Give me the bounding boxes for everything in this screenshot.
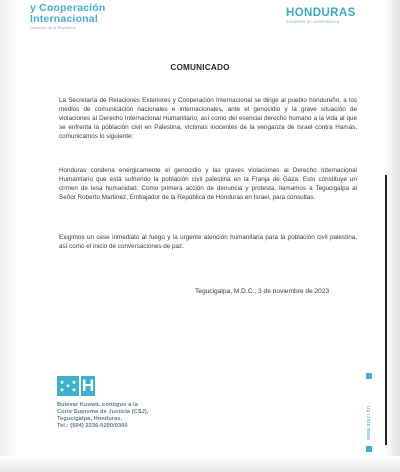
government-label: Gobierno de la República (30, 26, 76, 30)
decorative-square (366, 373, 372, 379)
decorative-square-bottom (366, 446, 372, 452)
paragraph-demands: Exigimos un cese inmediato al fuego y la urgente atención humanitaria para la población civil palestina, así como el inicio de conversaciones de paz. (59, 234, 357, 250)
address-line: Corte Suprema de Justicia (CSJ), (57, 409, 149, 415)
document-title: COMUNICADO (170, 63, 230, 72)
logo-letter-h: H (81, 376, 95, 395)
government-logo (57, 376, 95, 396)
paragraph-condemnation: Honduras condena enérgicamente el genocidio y las graves violaciones al Derecho Internacional Humanitario que está sufriendo la población civil palestina en la Franja de Gaza. Esto constituye un crimen de lesa humanidad. Como primera acción de denuncia y protesta, llamamos a Tegucigalpa al Señor Roberto Martínez, Embajador de la República de Honduras en Israel, para consultas. (59, 167, 357, 201)
address-line: Tel.: (504) 2236-0200/0300 (57, 423, 128, 429)
ministry-header (30, 3, 106, 30)
page-shadow-bottom (0, 456, 400, 472)
paragraph-intro: La Secretaría de Relaciones Exteriores y Cooperación Internacional se dirige al pueblo hondureño, a los medios de comunicación nacionales e internacionales, ante el genocidio y la grave situación de violaciones al Derecho Internacional Humanitario, así como del esencial derecho humano a la vida al que se enfrenta la población civil en Palestina, víctimas inocentes de la venganza de Israel contra Hamás, comunicamos lo siguiente: (59, 97, 357, 140)
dateline: Tegucigalpa, M.D.C., 3 de noviembre de 2023 (195, 288, 330, 295)
stars-emblem-icon (57, 376, 79, 396)
side-decoration (366, 373, 372, 401)
address-line: Tegucigalpa, Honduras. (57, 416, 123, 422)
brand-name: HONDURAS (286, 7, 356, 19)
page-edge-line (385, 175, 387, 445)
website-text[interactable]: www.sreci.hn (366, 405, 372, 441)
ministry-name-line-2: Internacional (30, 13, 98, 25)
footer-address (57, 402, 148, 430)
brand-tagline: GOBIERNO DE LA REPÚBLICA (286, 20, 340, 24)
address-line: Bulevar Kuwait, contiguo a la (57, 402, 138, 408)
ministry-name-line-1: y Cooperación (30, 2, 106, 14)
website-link[interactable] (363, 405, 375, 441)
honduras-brand (286, 7, 356, 24)
